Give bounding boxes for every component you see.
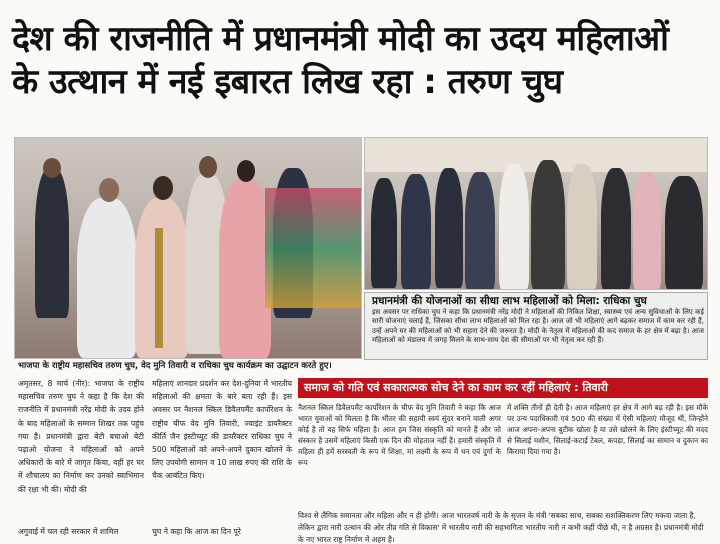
article-column-2: महिलाएं शानदार प्रदर्शन कर देश-दुनिया में भारतीय महिलाओं की क्षमता के बारे बता रही हैं। इस अवसर पर नैशनल स्किल डिवैलपमैंट कार्पोरेशन के राष्ट्रीय चीफ वेद मुनि तिवारी, ज्वाइंट डायरैक्टर कीर्ति जैन इंस्टीच्यूट की डायरैक्टर राधिका चुघ ने 500 महिलाओं को अपने-अपने दुकान खोलने के लिए उपयोगी सामान व 10 लाख रुपए की राशि के चैक आबंटित किए। (152, 379, 292, 481)
section-heading: समाज को गति एवं सकारात्मक सोच देने का काम कर रहीं महिलाएं : तिवारी (304, 381, 608, 394)
headline-line-1: देश की राजनीति में प्रधानमंत्री मोदी का उदय महिलाओं (12, 19, 669, 59)
article-column-3: नैशनल स्किल डिवैलपमैंट कार्पोरेशन के चीफ वेद मुनि तिवारी ने कहा कि आज भारत युवाओं को मिलता है कि भीतर की सहायी स्वयं सुंदर बनाने वाली अगर कोई है तो वह सिर्फ महिला है। आज हम जिस संस्कृति को मानते हैं और जो संस्कार है उसमें महिलाएं किसी एक दिन की मोहताज नहीं हैं। हमारी संस्कृति में महिला ही हमें सरस्वती के रूप में शिक्षा, मां लक्ष्मी के रूप में धन एवं दुर्गा के रूप (298, 403, 501, 467)
event-photo-group (364, 137, 708, 290)
sub-article-title: प्रधानमंत्री की योजनाओं का सीधा लाभ महिलाओं को मिला: राधिका चुघ (372, 295, 647, 307)
article-column-2-end: चुघ ने कहा कि आज का दिन पूरे (152, 527, 241, 536)
event-photo-inauguration (14, 137, 362, 359)
headline (12, 18, 712, 104)
article-column-1-end: अगुवाई में चल रही सरकार में शामिल (18, 527, 119, 536)
photo-caption: भाजपा के राष्ट्रीय महासचिव तरुण चुघ, वेद मुनि तिवारी व राधिका चुघ कार्यक्रम का उद्घाटन करते हुए। (18, 361, 332, 371)
sub-article-text: इस अवसर पर राधिका चुघ ने कहा कि प्रधानमंत्री नरेंद्र मोदी ने महिलाओं की निकित शिक्षा, स्वास्थ्य एवं अन्य सुविधाओं के लिए कई सारी योजनाएं चलाई हैं, जिसका सीधा लाभ महिलाओं को मिल रहा है। आज जो भी महिलाएं आगे बढ़कर समाज में काम कर रही हैं, उन्हें अपने घर की महिलाओं को भी सहारा देने की जरूरत है। मोदी के नेतृत्व में महिलाओं की कद समाज के हर क्षेत्र में बढ़ा है। आज महिलाओं को मंडालय में जगह मिलने के साथ-साथ देश की सीमाओं पर भी नेतृत्व कर रही हैं। (372, 308, 704, 345)
article-column-4: में शक्ति तीनों ही देती है। आज महिलाएं हर क्षेत्र में आगे बढ़ रही है। इस मौके पर उन्य पदाधिकारी एवं 500 की संख्या में ऐसी महिलाएं मौजूद थीं, जिन्होंने आज अपना-अपना बुटीक खोला है या उसे खोलने के लिए इंस्टीच्यूट की मदद से सिलाई मशीन, सिलाई-कटाई टेबल, कपड़ा, सिलाई का सामान व दुकान का किराया दिया गया है। (507, 403, 708, 456)
article-bottom-text: विश्व से लैंगिक समानता और महिला और न ही होगी। आज भारतवर्ष नारी के के सृजन के मंत्री 'सबका साथ, सबका सशक्तिकरण लिए मकवा जाता है, लेकिन द्वारा नारी उत्थान की ओर तीव्र गति से विकास' में भारतीय नारी की सहभागिता भारतीय नारी न कभी कहीं पीछे थी, न है अग्रसर है। प्रधानमंत्री मोदी के नए भारत राष्ट्र निर्माण में अहम है। (298, 511, 704, 544)
headline-line-2: के उत्थान में नई इबारत लिख रहा : तरुण चुघ (12, 62, 563, 102)
article-column-1: अमृतसर, 8 मार्च (नीर): भाजपा के राष्ट्रीय महासचिव तरुण चुघ ने कहा है कि देश की राजनीति में प्रधानमंत्री नरेंद्र मोदी के उदय होने के बाद महिलाओं के सम्मान शिखर तक पहुंच गया है। प्रधानमंत्री द्वारा बेटी बचाओ बेटी पढ़ाओ योजना ने महिलाओं को अपने अधिकारों के बारे में जागृत किया, वहीं हर घर में शौचालय का निर्माण कर उनको स्वाभिमान की रक्षा भी की। मोदी की (18, 379, 144, 494)
